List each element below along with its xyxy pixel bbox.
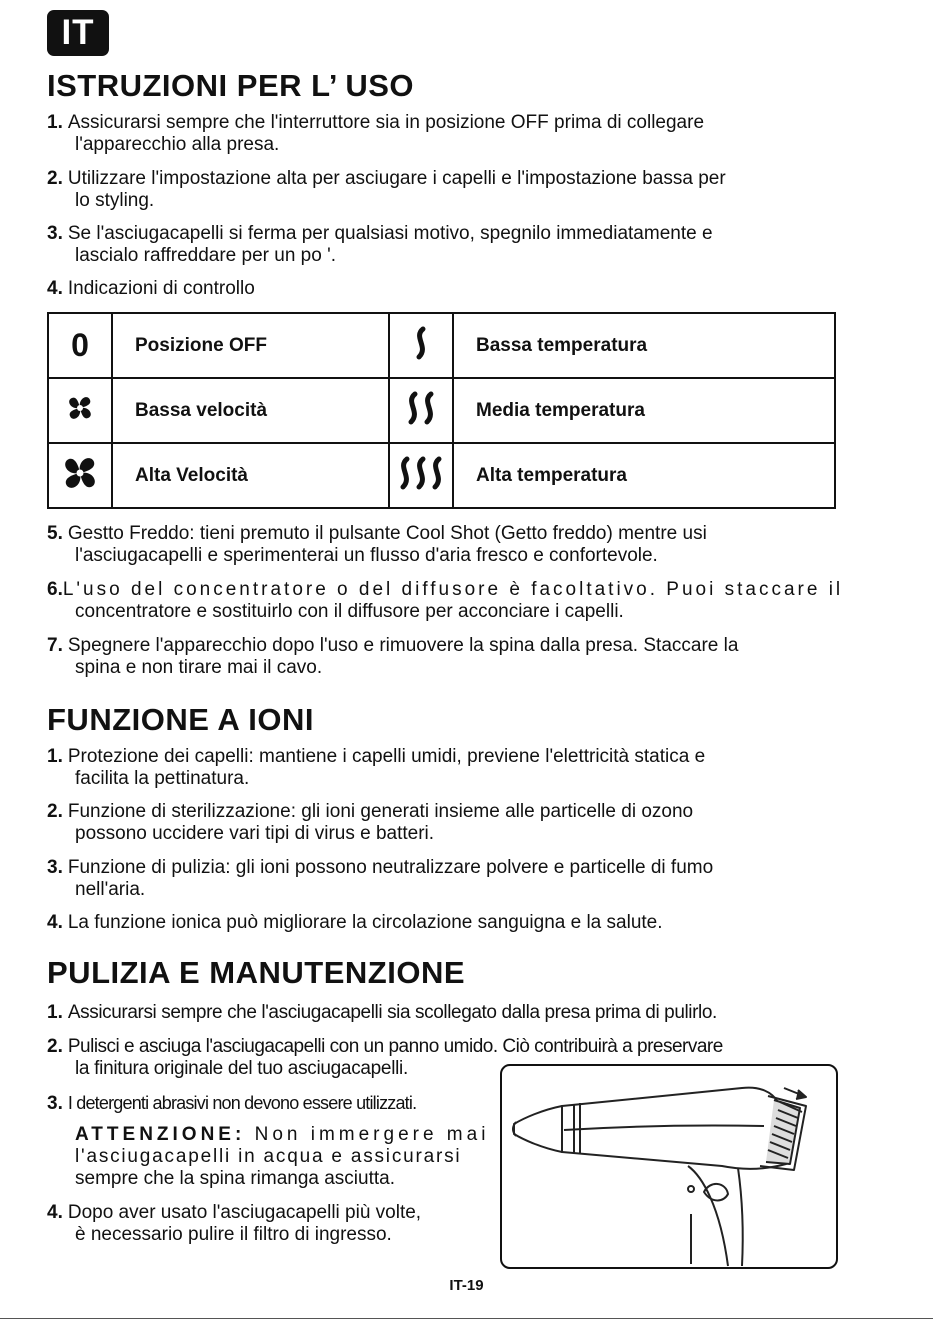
hair-dryer-illustration — [500, 1064, 838, 1269]
item-text: Spegnere l'apparecchio dopo l'uso e rimuovere la spina dalla presa. Staccare la — [67, 635, 739, 656]
item-text-cont: la finitura originale del tuo asciugacapelli. — [75, 1058, 408, 1079]
item-number: 4. — [47, 1202, 63, 1223]
usage-item-1 — [47, 112, 835, 156]
hair-dryer-image — [502, 1066, 836, 1267]
low-heat-icon — [389, 313, 453, 378]
item-text: L'uso del concentratore o del diffusore è facoltativo. Puoi staccare il — [62, 579, 844, 600]
item-text: Funzione di sterilizzazione: gli ioni generati insieme alle particelle di ozono — [67, 801, 694, 822]
item-text-cont: l'apparecchio alla presa. — [75, 134, 280, 155]
high-heat-icon — [389, 443, 453, 508]
control-label: Media temperatura — [453, 378, 835, 443]
ion-item-2 — [47, 801, 835, 845]
section-title-cleaning: PULIZIA E MANUTENZIONE — [47, 955, 466, 990]
cleaning-item-3 — [47, 1092, 477, 1115]
item-text: Utilizzare l'impostazione alta per asciugare i capelli e l'impostazione bassa per — [67, 168, 726, 189]
item-number: 1. — [47, 112, 63, 133]
item-number: 3. — [47, 857, 63, 878]
control-label: Bassa velocità — [112, 378, 389, 443]
warning-block — [75, 1124, 490, 1190]
usage-item-6 — [47, 579, 844, 623]
control-label: Alta Velocità — [112, 443, 389, 508]
fan-large-icon — [48, 443, 112, 508]
item-number: 1. — [47, 1002, 63, 1023]
ion-item-4 — [47, 912, 835, 934]
table-row — [48, 313, 835, 378]
item-text-cont: è necessario pulire il filtro di ingresso. — [75, 1224, 392, 1245]
fan-small-icon — [48, 378, 112, 443]
warning-text: Non immergere mai — [254, 1124, 490, 1145]
item-text: La funzione ionica può migliorare la circolazione sanguigna e la salute. — [67, 912, 663, 933]
page-number: IT-19 — [449, 1277, 484, 1294]
usage-item-4 — [47, 278, 835, 300]
table-row — [48, 378, 835, 443]
item-text: Assicurarsi sempre che l'interruttore sia in posizione OFF prima di collegare — [67, 112, 705, 133]
item-text-cont: spina e non tirare mai il cavo. — [75, 657, 323, 678]
item-number: 4. — [47, 912, 63, 933]
item-text: Funzione di pulizia: gli ioni possono neutralizzare polvere e particelle di fumo — [67, 857, 714, 878]
ion-item-1 — [47, 746, 835, 790]
usage-item-2 — [47, 168, 835, 212]
item-number: 2. — [47, 168, 63, 189]
item-number: 2. — [47, 1036, 63, 1057]
item-text: Protezione dei capelli: mantiene i capelli umidi, previene l'elettricità statica e — [67, 746, 706, 767]
item-number: 6. — [47, 579, 63, 600]
warning-label: ATTENZIONE: — [75, 1124, 246, 1145]
item-number: 3. — [47, 1093, 63, 1114]
item-text-cont: nell'aria. — [75, 879, 146, 900]
item-text: Indicazioni di controllo — [67, 278, 255, 299]
medium-heat-icon — [389, 378, 453, 443]
item-number: 7. — [47, 635, 63, 656]
cleaning-item-4 — [47, 1202, 477, 1246]
item-text-cont: l'asciugacapelli e sperimenterai un flusso d'aria fresco e confortevole. — [75, 545, 658, 566]
bottom-divider — [0, 1318, 933, 1319]
item-text: Se l'asciugacapelli si ferma per qualsiasi motivo, spegnilo immediatamente e — [67, 223, 713, 244]
control-indicators-table — [47, 312, 836, 509]
control-label: Alta temperatura — [453, 443, 835, 508]
item-text-cont: facilita la pettinatura. — [75, 768, 250, 789]
section-title-ion: FUNZIONE A IONI — [47, 702, 314, 737]
item-text: Gestto Freddo: tieni premuto il pulsante Cool Shot (Getto freddo) mentre usi — [67, 523, 707, 544]
ion-item-3 — [47, 857, 835, 901]
item-text-cont: possono uccidere vari tipi di virus e batteri. — [75, 823, 435, 844]
section-title-usage: ISTRUZIONI PER L’ USO — [47, 68, 415, 103]
item-text: Pulisci e asciuga l'asciugacapelli con un panno umido. Ciò contribuirà a preservare — [67, 1036, 723, 1057]
item-text: Assicurarsi sempre che l'asciugacapelli sia scollegato dalla presa prima di pulirlo. — [67, 1002, 717, 1023]
warning-text: l'asciugacapelli in acqua e assicurarsi — [75, 1146, 462, 1167]
off-icon: 0 — [48, 313, 112, 378]
control-label: Bassa temperatura — [453, 313, 835, 378]
item-number: 5. — [47, 523, 63, 544]
item-text-cont: lo styling. — [75, 190, 155, 211]
item-number: 1. — [47, 746, 63, 767]
item-text: I detergenti abrasivi non devono essere utilizzati. — [67, 1093, 417, 1113]
item-number: 3. — [47, 223, 63, 244]
cleaning-item-1 — [47, 1002, 835, 1024]
usage-item-5 — [47, 523, 835, 567]
table-row — [48, 443, 835, 508]
item-text-cont: lascialo raffreddare per un po '. — [75, 245, 336, 266]
usage-item-3 — [47, 223, 835, 267]
language-badge: IT — [47, 10, 109, 56]
warning-text: sempre che la spina rimanga asciutta. — [75, 1168, 395, 1189]
item-text-cont: concentratore e sostituirlo con il diffusore per acconciare i capelli. — [75, 601, 624, 622]
item-number: 4. — [47, 278, 63, 299]
usage-item-7 — [47, 635, 835, 679]
control-label: Posizione OFF — [112, 313, 389, 378]
item-text: Dopo aver usato l'asciugacapelli più volte, — [67, 1202, 422, 1223]
item-number: 2. — [47, 801, 63, 822]
